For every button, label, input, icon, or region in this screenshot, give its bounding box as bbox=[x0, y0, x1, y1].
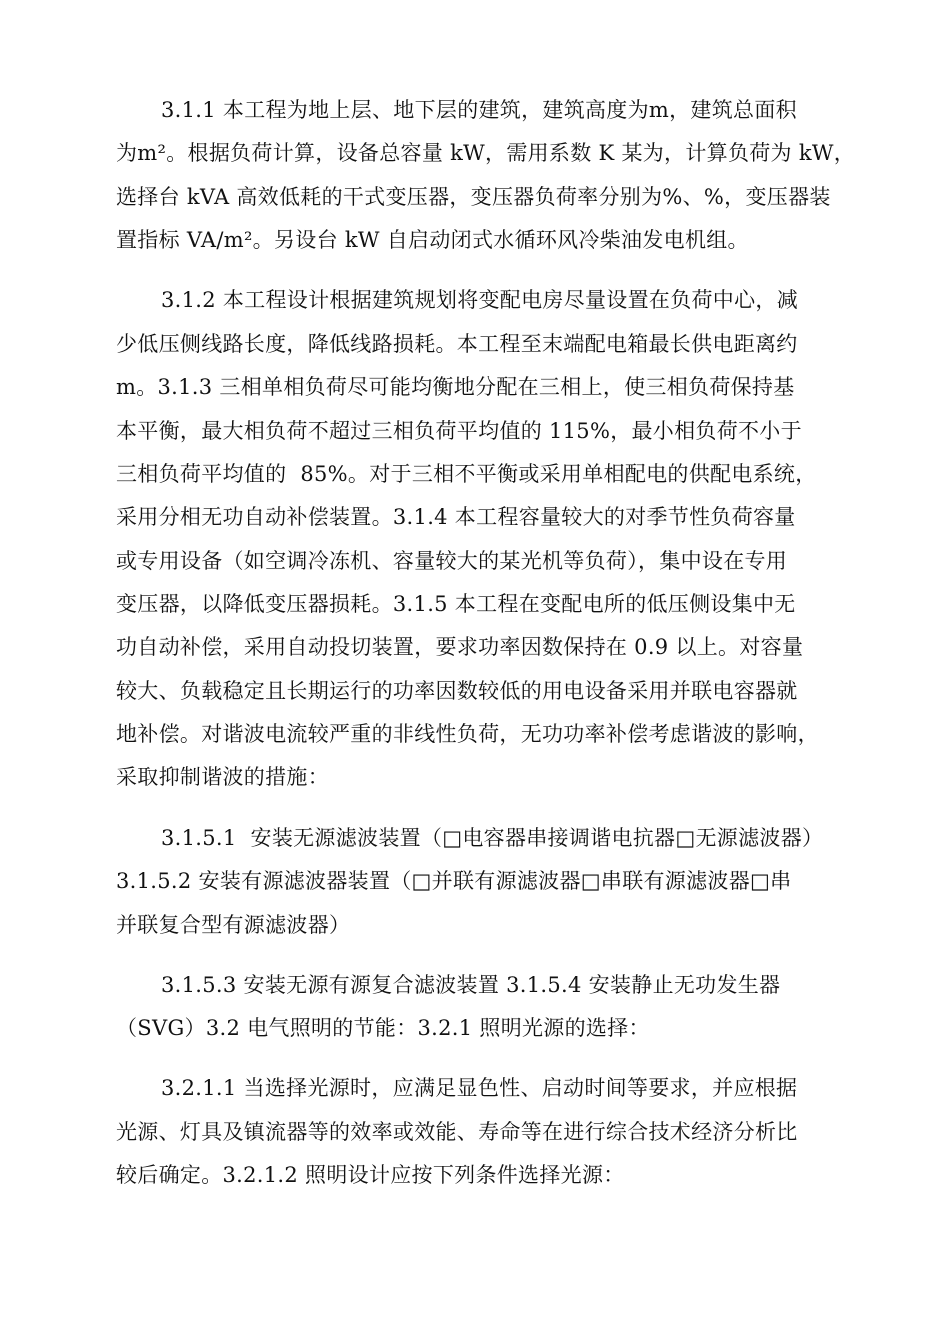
text-line: （SVG）3.2 电气照明的节能：3.2.1 照明光源的选择： bbox=[116, 1016, 650, 1040]
text-line: 3.1.5.2 安装有源滤波器装置（□并联有源滤波器□串联有源滤波器□串 bbox=[116, 869, 792, 893]
text-line: 3.1.1 本工程为地上层、地下层的建筑，建筑高度为m，建筑总面积 bbox=[161, 98, 797, 122]
text-line: 置指标 VA/m²。另设台 kW 自启动闭式水循环风冷柴油发电机组。 bbox=[116, 228, 749, 252]
text-line: 采用分相无功自动补偿装置。3.1.4 本工程容量较大的对季节性负荷容量 bbox=[116, 505, 796, 529]
text-line: 较后确定。3.2.1.2 照明设计应按下列条件选择光源： bbox=[116, 1163, 625, 1187]
text-line: 3.2.1.1 当选择光源时，应满足显色性、启动时间等要求，并应根据 bbox=[161, 1076, 798, 1100]
text-line: 为m²。根据负荷计算，设备总容量 kW，需用系数 K 某为，计算负荷为 kW， bbox=[116, 141, 856, 165]
text-line: 变压器，以降低变压器损耗。3.1.5 本工程在变配电所的低压侧设集中无 bbox=[116, 592, 796, 616]
text-line: 功自动补偿，采用自动投切装置，要求功率因数保持在 0.9 以上。对容量 bbox=[116, 635, 804, 659]
text-line: 三相负荷平均值的 85%。对于三相不平衡或采用单相配电的供配电系统， bbox=[116, 462, 817, 486]
text-line: 地补偿。对谐波电流较严重的非线性负荷，无功功率补偿考虑谐波的影响， bbox=[116, 722, 819, 746]
text-line: 本平衡，最大相负荷不超过三相负荷平均值的 115%，最小相负荷不小于 bbox=[116, 419, 802, 443]
text-line: 较大、负载稳定且长期运行的功率因数较低的用电设备采用并联电容器就 bbox=[116, 679, 798, 703]
text-line: 或专用设备（如空调冷冻机、容量较大的某光机等负荷），集中设在专用 bbox=[116, 549, 788, 573]
text-line: 3.1.5.3 安装无源有源复合滤波装置 3.1.5.4 安装静止无功发生器 bbox=[161, 973, 781, 997]
text-line: 光源、灯具及镇流器等的效率或效能、寿命等在进行综合技术经济分析比 bbox=[116, 1120, 798, 1144]
text-line: 并联复合型有源滤波器） bbox=[116, 913, 351, 937]
text-line: 采取抑制谐波的措施： bbox=[116, 765, 329, 789]
text-line: 少低压侧线路长度，降低线路损耗。本工程至末端配电箱最长供电距离约 bbox=[116, 332, 798, 356]
text-line: 选择台 kVA 高效低耗的干式变压器，变压器负荷率分别为%、%，变压器装 bbox=[116, 185, 831, 209]
text-line: m。3.1.3 三相单相负荷尽可能均衡地分配在三相上，使三相负荷保持基 bbox=[116, 375, 795, 399]
text-line: 3.1.5.1 安装无源滤波装置（□电容器串接调谐电抗器□无源滤波器） bbox=[161, 826, 824, 850]
text-line: 3.1.2 本工程设计根据建筑规划将变配电房尽量设置在负荷中心，减 bbox=[161, 288, 799, 312]
